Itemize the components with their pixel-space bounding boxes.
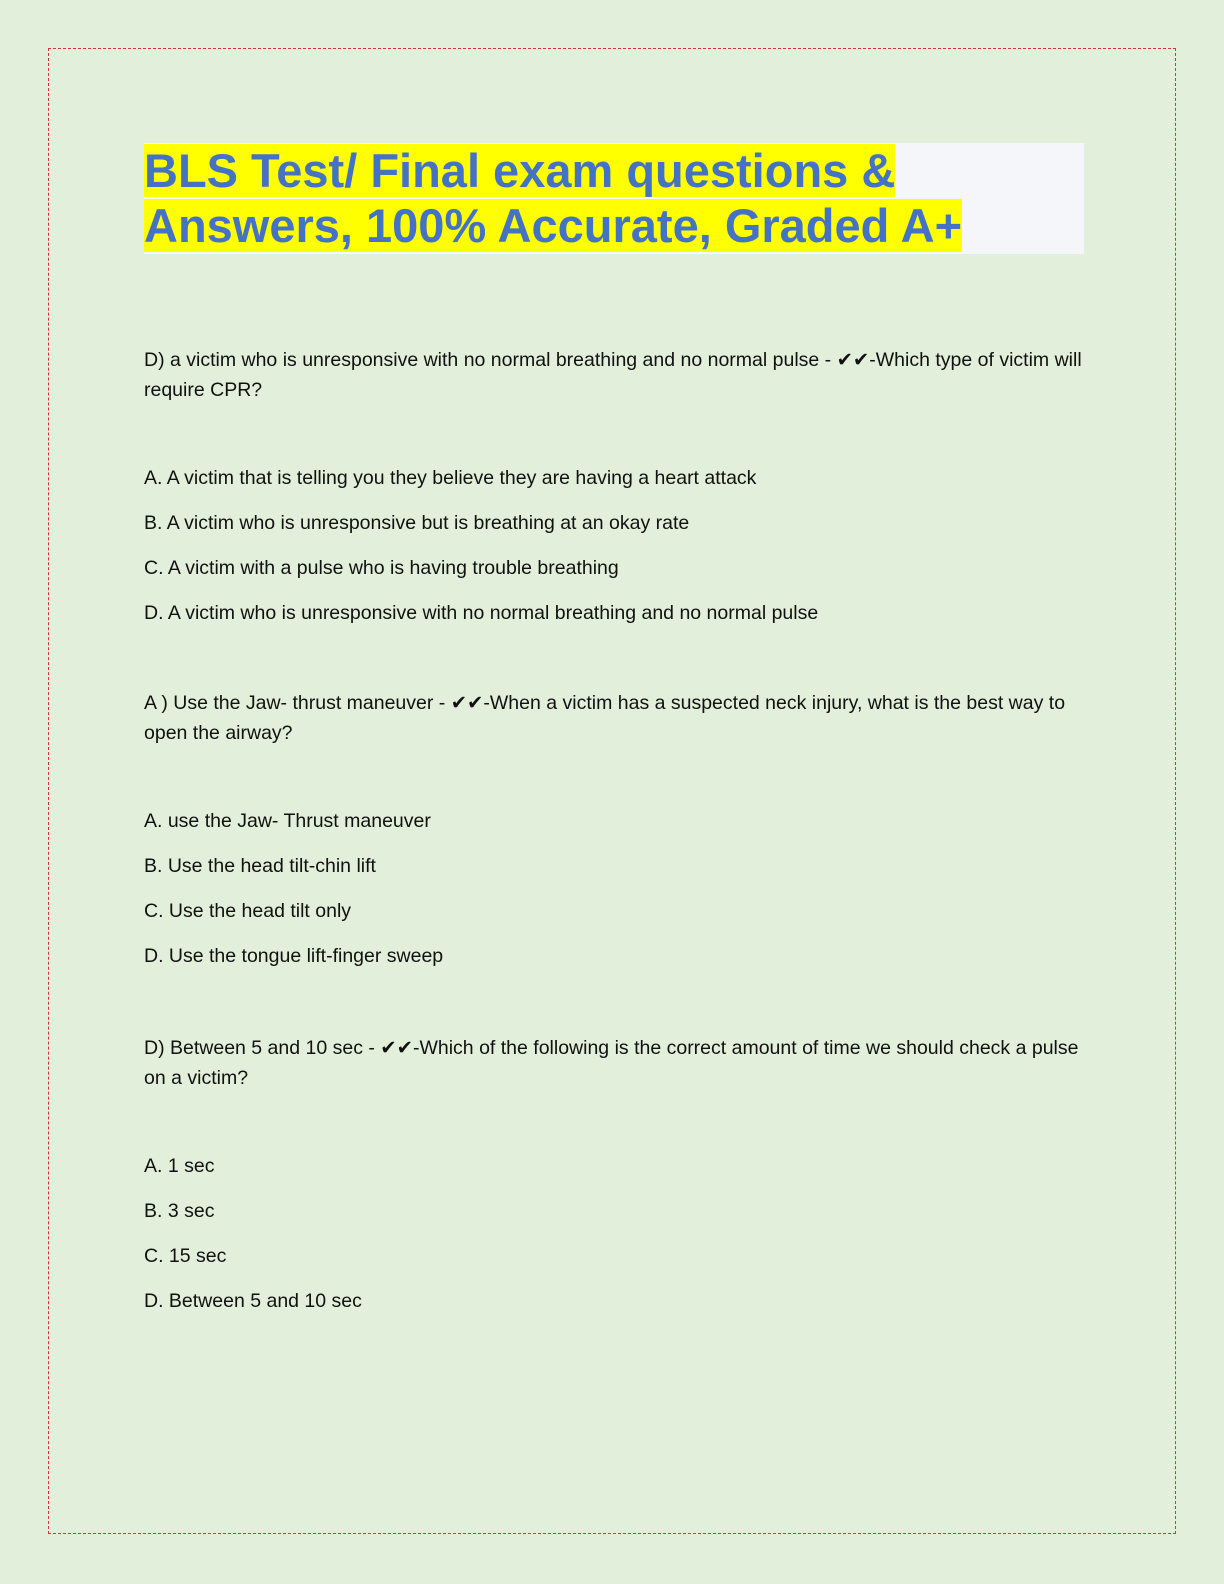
double-check-icon: ✔✔ — [380, 1036, 413, 1059]
answer-text: D) Between 5 and 10 sec - — [144, 1037, 381, 1059]
question-text — [144, 1033, 1084, 1093]
options-list — [144, 806, 1084, 971]
option-a: A. use the Jaw- Thrust maneuver — [144, 810, 431, 832]
double-check-icon: ✔✔ — [450, 691, 484, 714]
question-block-1 — [144, 345, 1084, 643]
option-d: D. Between 5 and 10 sec — [144, 1290, 362, 1312]
question-prompt: -When a victim has a suspected neck injury, what is the best way to open the airway? — [144, 692, 1066, 744]
option-b: B. 3 sec — [144, 1200, 215, 1222]
question-block-3 — [144, 1033, 1084, 1331]
options-list — [144, 1151, 1084, 1316]
option-c: C. A victim with a pulse who is having trouble breathing — [144, 557, 619, 579]
question-block-2 — [144, 688, 1084, 986]
double-check-icon: ✔✔ — [836, 348, 870, 371]
question-prompt: -Which of the following is the correct amount of time we should check a pulse on a victim? — [144, 1037, 1079, 1089]
option-a: A. 1 sec — [144, 1155, 215, 1177]
document-title — [144, 143, 1084, 253]
question-prompt: -Which type of victim will require CPR? — [144, 349, 1082, 401]
option-d: D. Use the tongue lift-finger sweep — [144, 945, 444, 967]
title-line-1: BLS Test/ Final exam questions & — [144, 144, 896, 197]
option-c: C. 15 sec — [144, 1245, 227, 1267]
option-b: B. A victim who is unresponsive but is breathing at an okay rate — [144, 512, 690, 534]
question-text — [144, 688, 1084, 748]
option-d: D. A victim who is unresponsive with no normal breathing and no normal pulse — [144, 602, 819, 624]
answer-text: D) a victim who is unresponsive with no normal breathing and no normal pulse - — [144, 349, 837, 371]
option-a: A. A victim that is telling you they believe they are having a heart attack — [144, 467, 757, 489]
option-b: B. Use the head tilt-chin lift — [144, 855, 376, 877]
question-text — [144, 345, 1084, 405]
answer-text: A ) Use the Jaw- thrust maneuver - — [144, 692, 451, 714]
document-content — [144, 143, 1084, 1312]
title-block — [144, 143, 1084, 254]
options-list — [144, 463, 1084, 628]
option-c: C. Use the head tilt only — [144, 900, 352, 922]
title-line-2: Answers, 100% Accurate, Graded A+ — [144, 199, 963, 252]
